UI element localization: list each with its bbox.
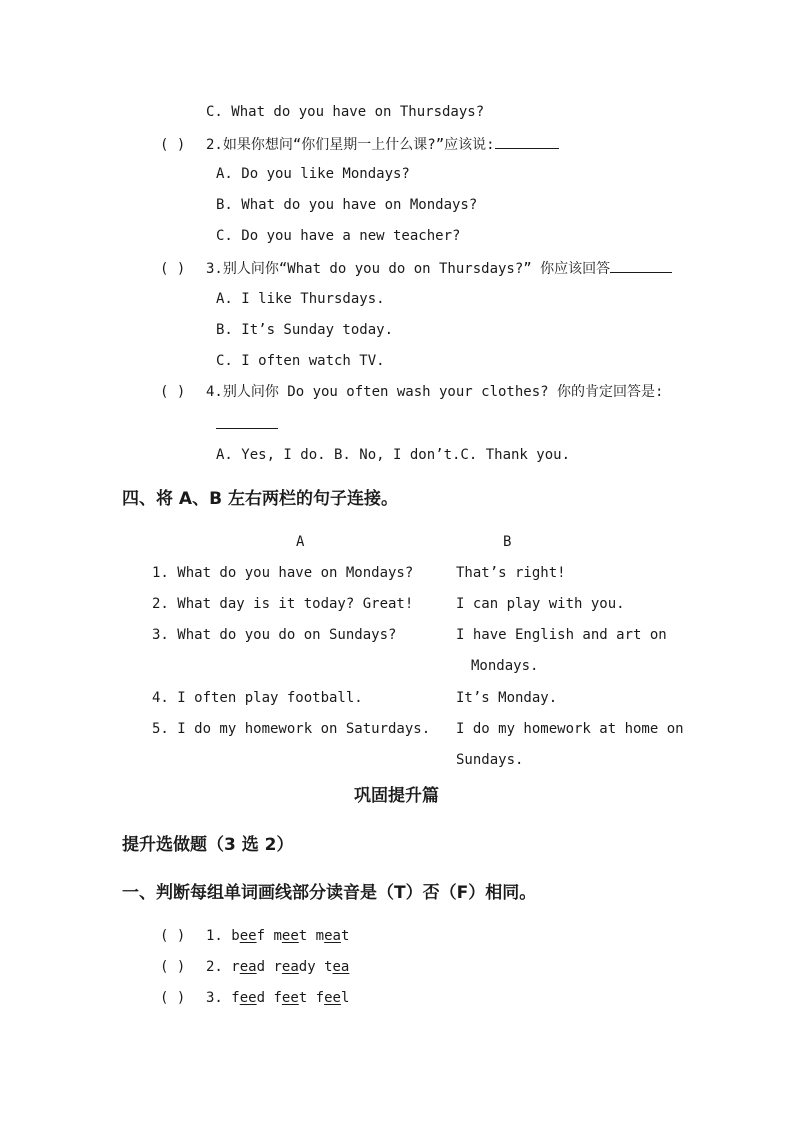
q3-option-b: B. It’s Sunday today. [216,322,394,338]
answer-paren[interactable]: ( ) [160,137,186,153]
q2-option-c: C. Do you have a new teacher? [216,228,461,244]
question-3 [160,258,672,278]
answer-blank[interactable] [216,414,278,429]
column-b-item-continued: Mondays. [471,658,539,674]
section-subtitle: 提升选做题（3 选 2） [122,835,294,855]
phonics-row-2 [160,958,349,976]
row-number: 2. [206,959,223,975]
word: beef [231,928,266,944]
q4-answer-line [216,414,278,434]
answer-paren[interactable]: ( ) [160,384,186,400]
answer-blank[interactable] [610,258,672,273]
answer-paren[interactable]: ( ) [160,959,186,975]
q3-option-a: A. I like Thursdays. [216,291,385,307]
row-number: 1. [206,928,223,944]
answer-paren[interactable]: ( ) [160,261,186,277]
question-4 [160,383,663,401]
column-b-item: It’s Monday. [456,690,558,706]
part1-heading: 一、判断每组单词画线部分读音是（T）否（F）相同。 [122,883,537,903]
q3-option-c: C. I often watch TV. [216,353,385,369]
word: meat [315,928,350,944]
column-b-item: I have English and art on [456,627,667,643]
column-b-item: I can play with you. [456,596,625,612]
column-b-item-continued: Sundays. [456,752,524,768]
column-a-header: A [296,534,305,550]
question-2 [160,134,559,154]
part4-heading: 四、将 A、B 左右两栏的句子连接。 [122,489,398,509]
word: ready [273,959,316,975]
question-prompt: 2.如果你想问“你们星期一上什么课?”应该说: [206,137,495,153]
word: feet [273,990,308,1006]
column-a-item: 2. What day is it today? Great! [152,596,414,612]
column-a-item: 1. What do you have on Mondays? [152,565,414,581]
section-title: 巩固提升篇 [354,786,439,806]
answer-paren[interactable]: ( ) [160,990,186,1006]
word: tea [324,959,350,975]
answer-blank[interactable] [495,134,559,149]
word: feel [315,990,350,1006]
phonics-row-1 [160,927,349,945]
phonics-row-3 [160,989,349,1007]
q1-option-c: C. What do you have on Thursdays? [206,104,485,120]
column-b-item: I do my homework at home on [456,721,684,737]
column-a-item: 3. What do you do on Sundays? [152,627,397,643]
word: feed [231,990,266,1006]
answer-paren[interactable]: ( ) [160,928,186,944]
column-b-item: That’s right! [456,565,566,581]
word: meet [273,928,308,944]
word: read [231,959,266,975]
row-number: 3. [206,990,223,1006]
question-prompt: 4.别人问你 Do you often wash your clothes? 你的肯定回答是: [206,384,664,400]
question-prompt: 3.别人问你“What do you do on Thursdays?” 你应该回答 [206,261,611,277]
q2-option-b: B. What do you have on Mondays? [216,197,478,213]
column-a-item: 4. I often play football. [152,690,363,706]
column-a-item: 5. I do my homework on Saturdays. [152,721,431,737]
q4-options: A. Yes, I do. B. No, I don’t.C. Thank you. [216,447,571,463]
q2-option-a: A. Do you like Mondays? [216,166,410,182]
column-b-header: B [503,534,512,550]
